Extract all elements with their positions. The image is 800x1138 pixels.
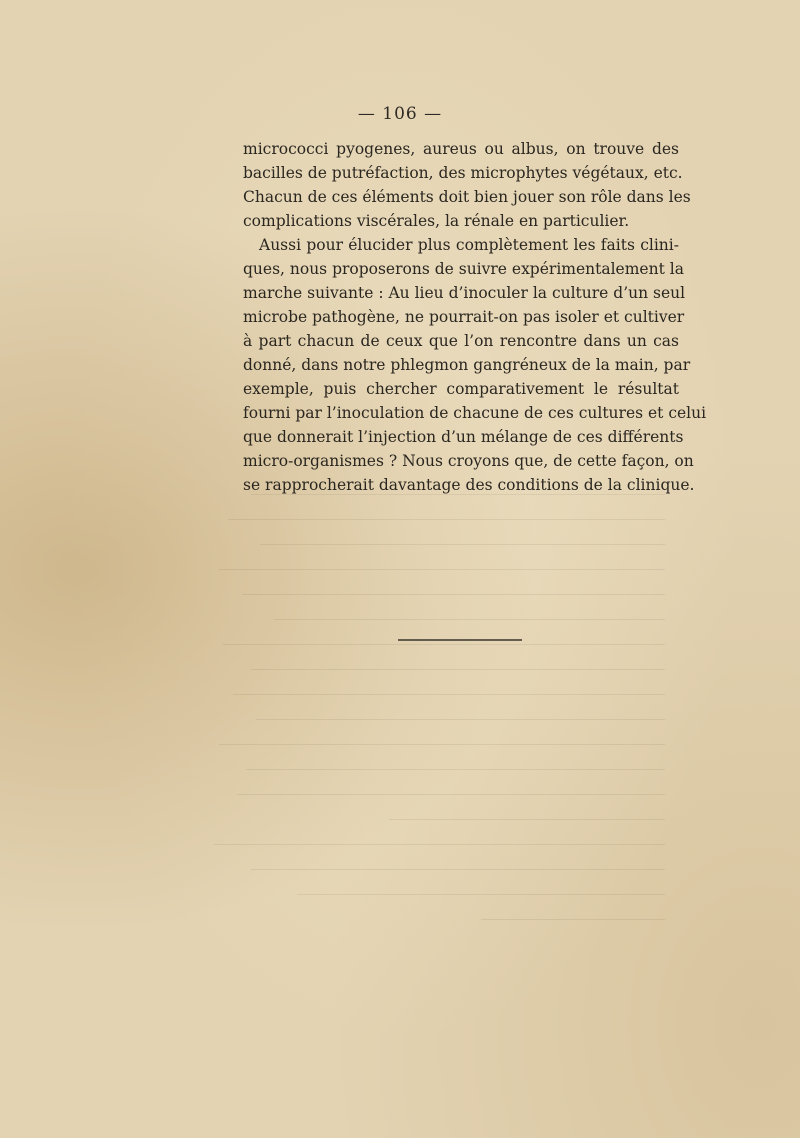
- text-line: que donnerait l’injection d’un mélange de ces différents: [243, 428, 684, 446]
- text-line: fourni par l’inoculation de chacune de ces cultures et celui: [243, 404, 707, 422]
- text-line: à part chacun de ceux que l’on rencontre dans un cas: [243, 332, 679, 350]
- text-line: Aussi pour élucider plus complètement les faits clini-: [259, 236, 679, 254]
- body-text: [243, 137, 707, 497]
- text-line: se rapprocherait davantage des conditions de la clinique.: [243, 476, 695, 494]
- text-line: marche suivante : Au lieu d’inoculer la culture d’un seul: [243, 284, 686, 302]
- text-line: micro-organismes ? Nous croyons que, de cette façon, on: [243, 452, 694, 470]
- text-line: Chacun de ces éléments doit bien jouer son rôle dans les: [243, 188, 691, 206]
- text-line: microbe pathogène, ne pourrait-on pas isoler et cultiver: [243, 308, 685, 326]
- page-number: — 106 —: [357, 104, 443, 124]
- text-line: complications viscérales, la rénale en particulier.: [243, 212, 630, 230]
- section-divider: [398, 639, 522, 641]
- text-line: exemple, puis chercher comparativement le résultat: [243, 380, 679, 398]
- text-line: donné, dans notre phlegmon gangréneux de la main, par: [243, 356, 691, 374]
- bleed-through-texture: [205, 470, 665, 920]
- text-line: bacilles de putréfaction, des microphytes végétaux, etc.: [243, 164, 683, 182]
- text-line: micrococci pyogenes, aureus ou albus, on trouve des: [243, 140, 679, 158]
- text-line: ques, nous proposerons de suivre expérimentalement la: [243, 260, 684, 278]
